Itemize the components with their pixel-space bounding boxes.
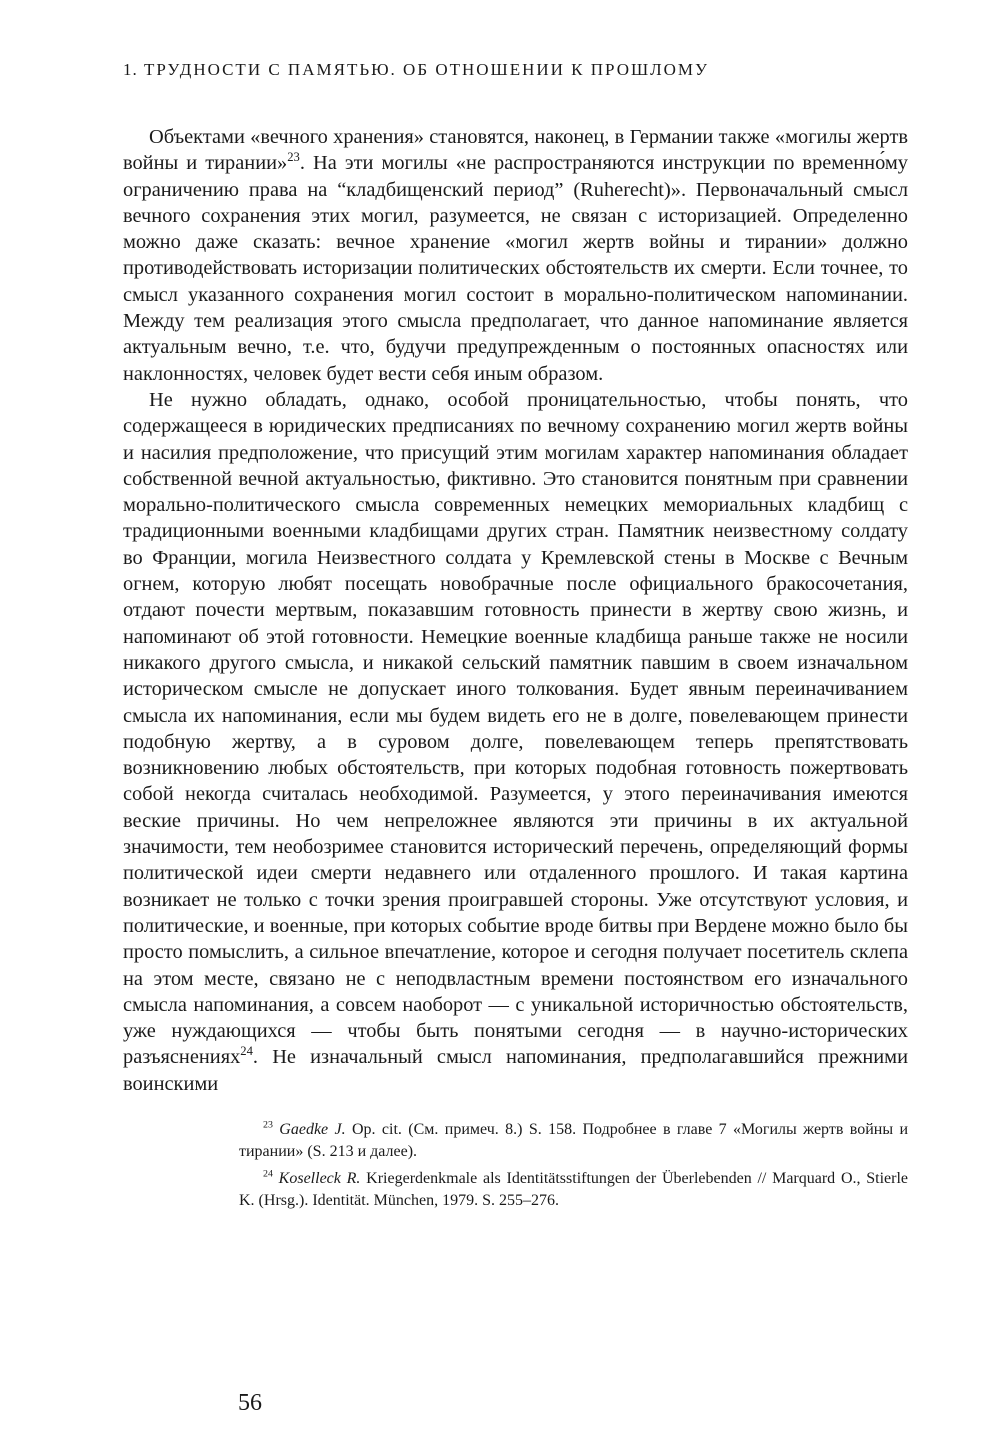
footnote-ref-23: 23 — [287, 150, 300, 165]
running-head — [123, 60, 908, 80]
chapter-title: ТРУДНОСТИ С ПАМЯТЬЮ. ОБ ОТНОШЕНИИ К ПРОШЛОМУ — [144, 60, 710, 79]
footnote-author: Gaedke J. — [279, 1120, 346, 1138]
page-number: 56 — [238, 1390, 262, 1416]
footnote-24 — [239, 1168, 908, 1212]
footnotes — [123, 1119, 908, 1212]
footnote-number: 24 — [263, 1168, 273, 1180]
chapter-number: 1. — [123, 60, 138, 79]
footnote-author: Koselleck R. — [278, 1169, 361, 1187]
paragraph-1-text-a: Объектами «вечного хранения» становятся, наконец, в Германии также «могилы жертв войны и тирании» — [123, 126, 908, 175]
paragraph-2 — [123, 387, 908, 1097]
paragraph-2-text-a: Не нужно обладать, однако, особой проницательностью, чтобы понять, что содержащееся в юридических предписаниях по вечному сохранению могил жертв войны и насилия предположение, что присущий этим могилам характер напоминания обладает собственной вечной актуальностью, фиктивно. Это становится понятным при сравнении морально-политического смысла современных немецких мемориальных кладбищ с традиционными военными кладбищами других стран. Памятник неизвестному солдату во Франции, могила Неизвестного солдата у Кремлевской стены в Москве с Вечным огнем, которую любят посещать новобрачные после официального бракосочетания, отдают почести мертвым, показавшим готовность принести в жертву свою жизнь, и напоминают об этой готовности. Немецкие военные кладбища раньше также не носили никакого другого смысла, и никакой сельский памятник павшим в своем изначальном историческом смысле не допускает иного толкования. Будет явным переиначиванием смысла их напоминания, если мы будем видеть его не в долге, повелевающем принести подобную жертву, а в суровом долге, повелевающем теперь препятствовать возникновению любых обстоятельств, при которых подобная готовность пожертвовать собой некогда считалась необходимой. Разумеется, у этого переиначивания имеются веские причины. Но чем непреложнее являются эти причины в их актуальной значимости, тем необозримее становится исторический перечень, определяющий формы политической идеи смерти недавнего или отдаленного прошлого. И такая картина возникает не только с точки зрения проигравшей стороны. Уже отсутствуют условия, и политические, и военные, при которых событие вроде битвы при Вердене можно было бы просто помыслить, а сильное впечатление, которое и сегодня получает посетитель склепа на этом месте, связано не с неподвластным времени постоянством его изначального смысла напоминания, а совсем наоборот — с уникальной историчностью обстоятельств, уже нуждающихся — чтобы быть понятыми сегодня — в научно-исторических разъяснениях — [123, 388, 908, 1069]
paragraph-1 — [123, 124, 908, 387]
footnote-text: Kriegerdenkmale als Identitätsstiftungen der Überlebenden // Marquard O., Stierle K. (Hrsg.). Identität. München, 1979. S. 255–276. — [239, 1169, 909, 1209]
paragraph-2-text-b: . Не изначальный смысл напоминания, предполагавшийся прежними воинскими — [123, 1046, 908, 1095]
footnote-23 — [239, 1119, 908, 1163]
footnote-number: 23 — [263, 1119, 273, 1131]
main-text — [123, 124, 908, 1097]
footnote-text: Op. cit. (См. примеч. 8.) S. 158. Подробнее в главе 7 «Могилы жертв войны и тирании» (S. 213 и далее). — [239, 1120, 909, 1160]
book-page — [123, 60, 908, 1217]
paragraph-1-text-b: . На эти могилы «не распространяются инструкции по временно́му ограничению права на “кладбищенский период” (Ruherecht)». Первоначальный смысл вечного сохранения этих могил, разумеется, не связан с историзацией. Определенно можно даже сказать: вечное хранение «могил жертв войны и тирании» должно противодействовать историзации политических обстоятельств их смерти. Если точнее, то смысл указанного сохранения могил состоит в морально-политическом напоминании. Между тем реализация этого смысла предполагает, что данное напоминание является актуальным вечно, т.е. что, будучи предупрежденным о постоянных опасностях или наклонностях, человек будет вести себя иным образом. — [123, 152, 908, 385]
footnote-ref-24: 24 — [240, 1044, 253, 1059]
